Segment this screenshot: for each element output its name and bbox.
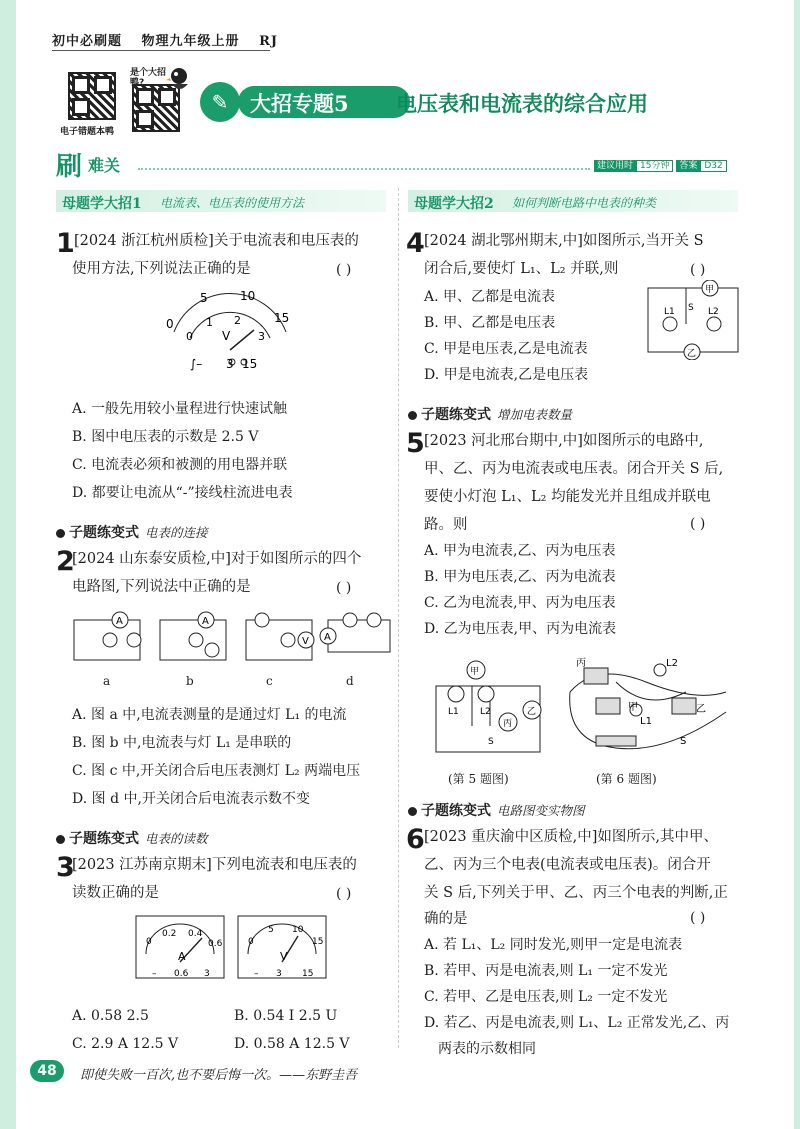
svg-text:A: A bbox=[202, 616, 209, 627]
section-header-1 bbox=[56, 190, 386, 212]
question-text: 读数正确的是 bbox=[72, 885, 159, 901]
bullet-icon bbox=[56, 529, 65, 538]
figure6-caption: (第 6 题图) bbox=[596, 772, 657, 786]
option-b[interactable]: B. 0.54 I 2.5 U bbox=[234, 1008, 338, 1024]
header-rule bbox=[52, 50, 270, 51]
svg-text:L2: L2 bbox=[666, 658, 678, 669]
svg-text:3: 3 bbox=[226, 357, 234, 371]
svg-text:L1: L1 bbox=[448, 707, 459, 717]
svg-text:3: 3 bbox=[258, 330, 265, 343]
svg-text:甲: 甲 bbox=[705, 285, 715, 295]
subsection-desc: 电表的连接 bbox=[145, 525, 208, 540]
option-d[interactable]: D. 图 d 中,开关闭合后电流表示数不变 bbox=[72, 791, 310, 807]
two-meters-figure bbox=[132, 914, 362, 996]
svg-text:甲: 甲 bbox=[470, 667, 480, 677]
svg-text:2: 2 bbox=[234, 314, 241, 327]
svg-text:–: – bbox=[152, 969, 157, 979]
bullet-icon bbox=[56, 835, 65, 844]
question-number: 3 bbox=[56, 852, 75, 883]
svg-text:0: 0 bbox=[186, 330, 193, 343]
subsection-header bbox=[56, 828, 208, 848]
wrench-icon: ✎ bbox=[200, 82, 240, 122]
svg-text:A: A bbox=[178, 950, 186, 963]
answer-blank[interactable]: ( ) bbox=[336, 262, 352, 278]
option-a[interactable]: A. 一般先用较小量程进行快速试触 bbox=[72, 401, 288, 417]
question-number: 5 bbox=[406, 428, 425, 459]
option-b[interactable]: B. 若甲、丙是电流表,则 L₁ 一定不发光 bbox=[424, 963, 668, 979]
question-text: [2024 湖北鄂州期末,中]如图所示,当开关 S bbox=[424, 233, 704, 249]
circuit-caption-a: a bbox=[103, 674, 111, 688]
option-c[interactable]: C. 乙为电流表,甲、丙为电压表 bbox=[424, 595, 616, 611]
svg-text:5: 5 bbox=[268, 925, 274, 935]
question-text: 使用方法,下列说法正确的是 bbox=[72, 261, 251, 277]
option-c[interactable]: C. 甲是电压表,乙是电流表 bbox=[424, 341, 588, 357]
option-c[interactable]: C. 若甲、乙是电压表,则 L₂ 一定不发光 bbox=[424, 989, 668, 1005]
section-desc: 如何判断电路中电表的种类 bbox=[512, 196, 657, 210]
section-header-2 bbox=[408, 190, 738, 212]
circuit-caption-d: d bbox=[346, 674, 354, 688]
subsection-desc: 增加电表数量 bbox=[497, 407, 573, 422]
svg-text:S: S bbox=[488, 737, 494, 747]
option-a[interactable]: A. 图 a 中,电流表测量的是通过灯 L₁ 的电流 bbox=[72, 707, 347, 723]
voltmeter-figure bbox=[160, 288, 300, 376]
svg-text:0: 0 bbox=[248, 937, 254, 947]
subsection-title: 子题练变式 bbox=[69, 831, 139, 847]
option-d-continued: 两表的示数相同 bbox=[438, 1041, 536, 1057]
duck-icon bbox=[166, 64, 192, 94]
question-text: 关 S 后,下列关于甲、乙、丙三个电表的判断,正 bbox=[424, 885, 728, 901]
subsection-header bbox=[408, 800, 585, 820]
question-number: 2 bbox=[56, 546, 75, 577]
svg-text:15: 15 bbox=[312, 937, 324, 947]
svg-text:甲: 甲 bbox=[628, 702, 638, 713]
svg-text:V: V bbox=[280, 950, 288, 963]
level-dotted-rule bbox=[138, 168, 590, 170]
question-text: [2024 山东泰安质检,中]对于如图所示的四个 bbox=[72, 551, 362, 567]
option-b[interactable]: B. 甲为电压表,乙、丙为电流表 bbox=[424, 569, 616, 585]
svg-text:15: 15 bbox=[274, 311, 290, 325]
qr-label-tricks: 是个大招鸭? bbox=[130, 68, 167, 88]
topic-number: 大招专题5 bbox=[250, 91, 349, 116]
option-d[interactable]: D. 甲是电流表,乙是电压表 bbox=[424, 367, 589, 383]
topic-title: 电压表和电流表的综合应用 bbox=[396, 91, 648, 116]
svg-text:10: 10 bbox=[240, 289, 256, 303]
svg-text:–: – bbox=[254, 969, 259, 979]
level-shua: 刷 bbox=[56, 152, 83, 182]
section-tag: 母题学大招2 bbox=[414, 196, 494, 212]
svg-text:丙: 丙 bbox=[576, 658, 586, 669]
option-a[interactable]: A. 甲、乙都是电流表 bbox=[424, 289, 556, 305]
svg-text:5: 5 bbox=[200, 291, 208, 305]
option-c[interactable]: C. 图 c 中,开关闭合后电压表测灯 L₂ 两端电压 bbox=[72, 763, 361, 779]
level-name: 难关 bbox=[88, 156, 121, 175]
question-number: 1 bbox=[56, 228, 75, 259]
question-text: 甲、乙、丙为电流表或电压表。闭合开关 S 后, bbox=[424, 461, 724, 477]
question-text: 电路图,下列说法中正确的是 bbox=[72, 579, 251, 595]
question-text: 要使小灯泡 L₁、L₂ 均能发光并且组成并联电 bbox=[424, 489, 711, 505]
svg-text:丙: 丙 bbox=[503, 719, 513, 729]
answer-label: 答案 bbox=[676, 160, 700, 172]
subsection-desc: 电表的读数 bbox=[145, 831, 208, 846]
answer-blank[interactable]: ( ) bbox=[336, 580, 352, 596]
circuit-caption-b: b bbox=[186, 674, 194, 688]
svg-text:15: 15 bbox=[302, 969, 314, 979]
svg-text:乙: 乙 bbox=[527, 707, 537, 717]
svg-text:S: S bbox=[688, 303, 694, 313]
time-box bbox=[594, 158, 727, 171]
svg-text:10: 10 bbox=[292, 925, 304, 935]
circuit-caption-c: c bbox=[266, 674, 273, 688]
option-b[interactable]: B. 图 b 中,电流表与灯 L₁ 是串联的 bbox=[72, 735, 292, 751]
bullet-icon bbox=[408, 411, 417, 420]
time-label: 建议用时 bbox=[594, 160, 636, 172]
qr-code-errors[interactable] bbox=[68, 72, 116, 120]
question-text: [2024 浙江杭州质检]关于电流表和电压表的 bbox=[74, 233, 359, 249]
question-text: [2023 江苏南京期末]下列电流表和电压表的 bbox=[72, 857, 357, 873]
question-text: [2023 重庆渝中区质检,中]如图所示,其中甲、 bbox=[424, 829, 719, 845]
option-b[interactable]: B. 甲、乙都是电压表 bbox=[424, 315, 556, 331]
svg-text:S: S bbox=[680, 736, 687, 747]
svg-text:0.6: 0.6 bbox=[208, 939, 223, 949]
option-b[interactable]: B. 图中电压表的示数是 2.5 V bbox=[72, 429, 259, 445]
answer-page: D32 bbox=[700, 160, 726, 172]
question-number: 6 bbox=[406, 824, 425, 855]
question-text: [2023 河北邢台期中,中]如图所示的电路中, bbox=[424, 433, 704, 449]
section-desc: 电流表、电压表的使用方法 bbox=[160, 196, 305, 210]
svg-text:3: 3 bbox=[204, 969, 210, 979]
svg-text:0.6: 0.6 bbox=[174, 969, 189, 979]
question-number: 4 bbox=[406, 228, 425, 259]
svg-text:L1: L1 bbox=[664, 307, 675, 317]
figure5-caption: (第 5 题图) bbox=[448, 772, 509, 786]
option-a[interactable]: A. 若 L₁、L₂ 同时发光,则甲一定是电流表 bbox=[424, 937, 683, 953]
option-a[interactable]: A. 甲为电流表,乙、丙为电压表 bbox=[424, 543, 616, 559]
option-d[interactable]: D. 乙为电压表,甲、丙为电流表 bbox=[424, 621, 617, 637]
question-text: 乙、丙为三个电表(电流表或电压表)。闭合开 bbox=[424, 857, 711, 873]
svg-text:L1: L1 bbox=[640, 716, 652, 727]
question-text: 路。则 bbox=[424, 517, 468, 533]
svg-text:A: A bbox=[116, 616, 123, 627]
svg-text:L2: L2 bbox=[708, 307, 719, 317]
right-frame bbox=[794, 0, 800, 1129]
answer-blank[interactable]: ( ) bbox=[690, 516, 706, 532]
subsection-title: 子题练变式 bbox=[69, 525, 139, 541]
svg-text:V: V bbox=[302, 636, 309, 647]
svg-text:0: 0 bbox=[146, 937, 152, 947]
column-divider bbox=[398, 188, 399, 1048]
svg-text:L2: L2 bbox=[480, 707, 491, 717]
subsection-header bbox=[408, 404, 572, 424]
svg-text:3: 3 bbox=[276, 969, 282, 979]
book-name: 初中必刷题 bbox=[52, 34, 123, 49]
q6-physical-figure bbox=[556, 652, 736, 764]
svg-text:0: 0 bbox=[166, 317, 174, 331]
svg-text:15: 15 bbox=[242, 357, 258, 371]
subject-name: 物理九年级上册 bbox=[141, 34, 240, 49]
answer-blank[interactable]: ( ) bbox=[690, 262, 706, 278]
svg-text:A: A bbox=[324, 632, 331, 643]
question-text: 闭合后,要使灯 L₁、L₂ 并联,则 bbox=[424, 261, 619, 277]
subsection-header bbox=[56, 522, 208, 542]
option-c[interactable]: C. 2.9 A 12.5 V bbox=[72, 1036, 179, 1052]
q5-circuit-figure bbox=[426, 656, 550, 762]
book-header bbox=[52, 30, 292, 49]
left-frame bbox=[0, 0, 16, 1129]
svg-text:1: 1 bbox=[206, 316, 213, 329]
answer-blank[interactable]: ( ) bbox=[690, 910, 706, 926]
svg-text:乙: 乙 bbox=[687, 349, 697, 359]
topic-badge bbox=[238, 86, 410, 118]
svg-text:0.2: 0.2 bbox=[162, 929, 177, 939]
time-value: 15分钟 bbox=[636, 160, 673, 172]
svg-text:0.4: 0.4 bbox=[188, 929, 203, 939]
subsection-title: 子题练变式 bbox=[421, 407, 491, 423]
option-a[interactable]: A. 0.58 2.5 bbox=[72, 1008, 149, 1024]
option-d[interactable]: D. 若乙、丙是电流表,则 L₁、L₂ 正常发光,乙、丙 bbox=[424, 1015, 730, 1031]
subsection-desc: 电路图变实物图 bbox=[497, 803, 585, 818]
option-c[interactable]: C. 电流表必须和被测的用电器并联 bbox=[72, 457, 288, 473]
bullet-icon bbox=[408, 807, 417, 816]
footer-quote: 即使失败一百次,也不要后悔一次。——东野圭吾 bbox=[80, 1068, 358, 1083]
option-d[interactable]: D. 0.58 A 12.5 V bbox=[234, 1036, 350, 1052]
answer-blank[interactable]: ( ) bbox=[336, 886, 352, 902]
question-text: 确的是 bbox=[424, 911, 468, 927]
subsection-title: 子题练变式 bbox=[421, 803, 491, 819]
svg-text:V: V bbox=[222, 329, 231, 343]
qr-label-errors: 电子错题本鸭 bbox=[60, 127, 115, 137]
q4-circuit-figure bbox=[640, 280, 744, 360]
svg-text:乙: 乙 bbox=[696, 704, 706, 715]
page-number: 48 bbox=[30, 1060, 64, 1082]
section-tag: 母题学大招1 bbox=[62, 196, 142, 212]
svg-text:∫–: ∫– bbox=[190, 357, 203, 371]
option-d[interactable]: D. 都要让电流从“-”接线柱流进电表 bbox=[72, 485, 293, 501]
edition: RJ bbox=[259, 34, 279, 49]
